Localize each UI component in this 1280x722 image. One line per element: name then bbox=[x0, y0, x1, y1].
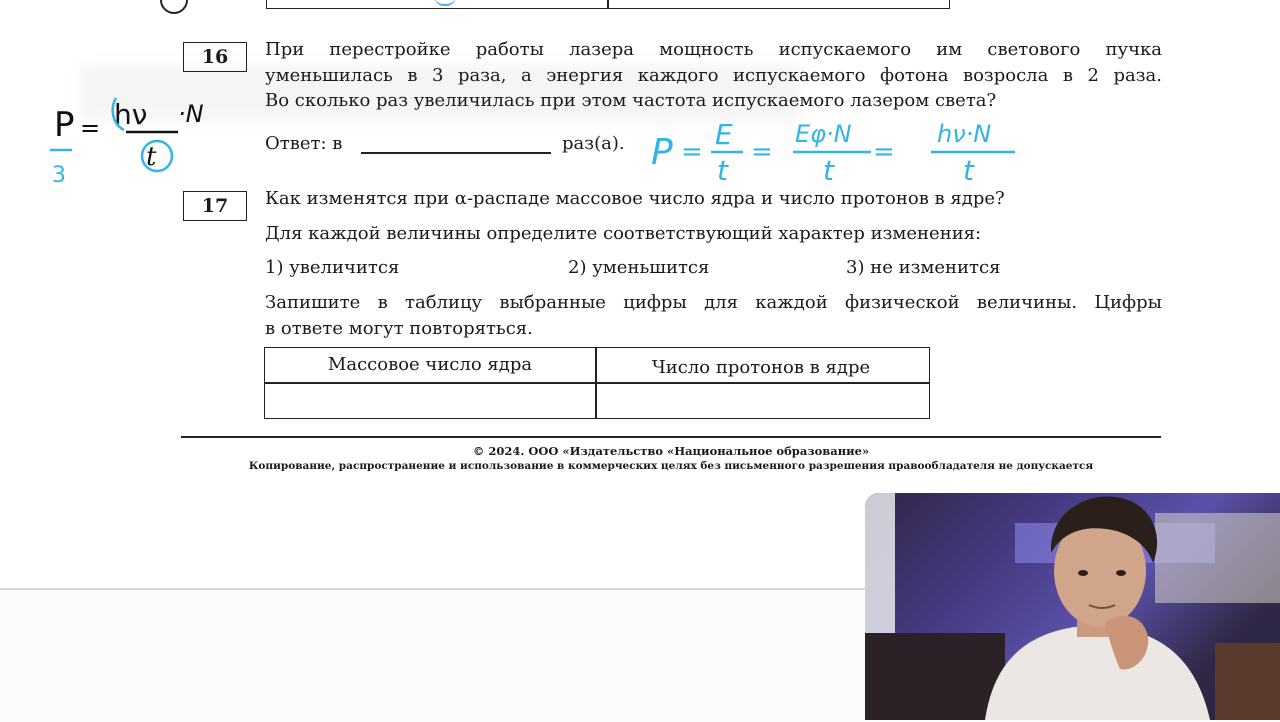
hw-dot-n: ·N bbox=[178, 100, 204, 128]
chair-left bbox=[865, 633, 1005, 720]
hw-r-ef-n: Eφ·N bbox=[795, 120, 852, 148]
hw-three: 3 bbox=[52, 163, 66, 188]
option-3: 3) не изменится bbox=[846, 257, 1001, 278]
hw-p: P bbox=[54, 105, 75, 145]
answer-blank-line[interactable] bbox=[361, 152, 551, 154]
hw-r-t1: t bbox=[717, 154, 728, 187]
hw-t: t bbox=[146, 142, 157, 172]
hw-r-t3: t bbox=[963, 154, 974, 187]
option-1: 1) увеличится bbox=[265, 257, 400, 278]
option-2: 2) уменьшится bbox=[568, 257, 710, 278]
write-line-2: в ответе могут повторяться. bbox=[265, 317, 533, 339]
answer-suffix: раз(а). bbox=[562, 133, 625, 154]
webcam-scene bbox=[865, 493, 1280, 720]
hw-equals: = bbox=[80, 114, 101, 142]
hw-r-e: E bbox=[715, 118, 733, 151]
handwritten-formula-right bbox=[645, 112, 1045, 190]
q16-line-3: Во сколько раз увеличилась при этом частота испускаемого лазером света? bbox=[265, 90, 997, 111]
question-17-text: Как изменятся при α-распаде массовое число ядра и число протонов в ядре? bbox=[265, 188, 1005, 209]
handwritten-formula-left bbox=[40, 90, 230, 200]
question-17-write-text bbox=[265, 290, 1162, 341]
webcam-overlay bbox=[865, 493, 1280, 720]
answer-prefix: Ответ: в bbox=[265, 133, 343, 154]
hw-r-eq2: = bbox=[751, 137, 773, 167]
hw-r-t2: t bbox=[823, 154, 834, 187]
footer-notice: Копирование, распространение и использование в коммерческих целях без письменного разрешения правообладателя не допускается bbox=[248, 460, 1094, 472]
answer-cell-proton-number[interactable] bbox=[597, 384, 929, 418]
answer-cell-mass-number[interactable] bbox=[265, 384, 594, 418]
hw-r-eq3: = bbox=[873, 137, 895, 167]
handwritten-circle bbox=[160, 0, 188, 14]
hw-r-eq1: = bbox=[681, 137, 703, 167]
hw-r-hv-n: hν·N bbox=[937, 120, 992, 148]
question-16-text bbox=[265, 37, 1162, 114]
q16-line-2: уменьшилась в 3 раза, а энергия каждого испускаемого фотона возросла в 2 раза. bbox=[265, 64, 1162, 86]
shelf-right bbox=[1215, 643, 1280, 720]
previous-answer-table bbox=[266, 0, 950, 9]
answer-table bbox=[264, 347, 930, 419]
write-line-1: Запишите в таблицу выбранные цифры для каждой физической величины. Цифры bbox=[265, 292, 1162, 313]
table-header-proton-number: Число протонов в ядре bbox=[651, 357, 871, 378]
footer-copyright: © 2024. ООО «Издательство «Национальное образование» bbox=[472, 444, 870, 458]
hw-r-p: P bbox=[651, 132, 673, 173]
question-number-17: 17 bbox=[183, 191, 247, 221]
table-header-mass-number: Массовое число ядра bbox=[327, 354, 533, 375]
wall-panel bbox=[1155, 513, 1280, 603]
q16-line-1: При перестройке работы лазера мощность испускаемого им светового пучка bbox=[265, 39, 1162, 60]
footer-rule bbox=[181, 436, 1161, 438]
question-number-16: 16 bbox=[183, 42, 247, 72]
hw-hv: hν bbox=[114, 98, 148, 131]
question-17-instruction: Для каждой величины определите соответствующий характер изменения: bbox=[265, 223, 982, 244]
